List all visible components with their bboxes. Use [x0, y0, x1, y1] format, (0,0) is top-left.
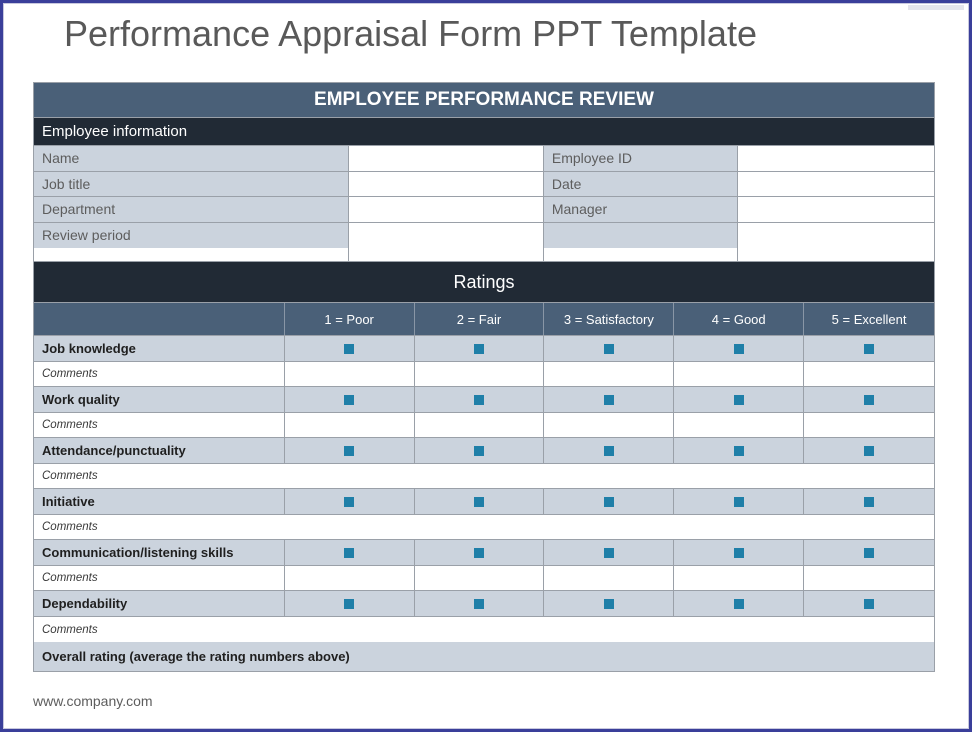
spacer-cell: [34, 248, 349, 261]
comment-field[interactable]: [674, 362, 804, 386]
rating-scale-label: 5 = Excellent: [831, 311, 907, 327]
comment-row: [34, 464, 934, 489]
info-label: Department: [34, 197, 349, 222]
info-row: [34, 197, 934, 223]
info-value-field[interactable]: [738, 197, 934, 222]
rating-option[interactable]: [804, 336, 934, 361]
comment-field[interactable]: [544, 413, 674, 437]
comment-field[interactable]: [544, 566, 674, 590]
info-value-field[interactable]: [738, 146, 934, 171]
spacer-cell: [544, 248, 739, 261]
rating-option[interactable]: [674, 336, 804, 361]
comment-field[interactable]: [285, 362, 415, 386]
square-marker-icon: [344, 497, 354, 507]
criterion-row: [34, 591, 934, 617]
comment-field[interactable]: [285, 566, 415, 590]
scale-corner-cell: [34, 303, 285, 335]
info-label: Manager: [544, 197, 739, 222]
info-value-field[interactable]: [738, 223, 934, 249]
criterion-row: [34, 387, 934, 413]
comment-field[interactable]: [415, 413, 545, 437]
rating-option[interactable]: [285, 540, 415, 565]
rating-option[interactable]: [674, 591, 804, 616]
info-spacer-row: [34, 248, 934, 262]
rating-scale-label: 3 = Satisfactory: [544, 303, 674, 335]
rating-option[interactable]: [804, 540, 934, 565]
square-marker-icon: [864, 344, 874, 354]
rating-option[interactable]: [674, 438, 804, 463]
rating-option[interactable]: [285, 438, 415, 463]
rating-option[interactable]: [544, 438, 674, 463]
comment-field[interactable]: [804, 362, 934, 386]
info-value-field[interactable]: [349, 197, 544, 222]
square-marker-icon: [864, 548, 874, 558]
rating-option[interactable]: [674, 489, 804, 514]
comment-field[interactable]: [544, 362, 674, 386]
rating-option[interactable]: [804, 438, 934, 463]
square-marker-icon: [474, 344, 484, 354]
comment-row: [34, 413, 934, 438]
info-label: [544, 223, 739, 249]
comments-label: Comments: [34, 566, 285, 590]
rating-option[interactable]: [544, 387, 674, 412]
rating-option[interactable]: [544, 489, 674, 514]
comment-field[interactable]: [415, 362, 545, 386]
square-marker-icon: [734, 446, 744, 456]
info-label: Name: [34, 146, 349, 171]
square-marker-icon: [474, 548, 484, 558]
square-marker-icon: [474, 446, 484, 456]
rating-option[interactable]: [415, 438, 545, 463]
criterion-row: [34, 540, 934, 566]
overall-rating-row: [34, 642, 934, 671]
square-marker-icon: [604, 497, 614, 507]
comment-row: [34, 362, 934, 387]
info-label: Date: [544, 172, 739, 197]
square-marker-icon: [734, 344, 744, 354]
rating-option[interactable]: [804, 387, 934, 412]
comments-label[interactable]: Comments: [42, 521, 98, 533]
square-marker-icon: [864, 446, 874, 456]
comments-label: Comments: [34, 362, 285, 386]
info-label: Job title: [34, 172, 349, 197]
form-heading: EMPLOYEE PERFORMANCE REVIEW: [34, 83, 934, 117]
rating-option[interactable]: [415, 591, 545, 616]
rating-option[interactable]: [285, 591, 415, 616]
square-marker-icon: [864, 395, 874, 405]
section-ratings-row: [34, 262, 934, 303]
square-marker-icon: [734, 497, 744, 507]
rating-option[interactable]: [285, 336, 415, 361]
comments-label[interactable]: Comments: [42, 470, 98, 482]
info-value-field[interactable]: [738, 172, 934, 197]
form-heading-row: [34, 83, 934, 118]
performance-review-form: [33, 82, 935, 672]
comment-field[interactable]: [674, 413, 804, 437]
rating-option[interactable]: [804, 591, 934, 616]
comment-field[interactable]: [285, 413, 415, 437]
criterion-name: Communication/listening skills: [34, 540, 285, 565]
square-marker-icon: [604, 344, 614, 354]
rating-option[interactable]: [544, 591, 674, 616]
section-info-row: [34, 118, 934, 146]
info-row: [34, 146, 934, 172]
page-title: Performance Appraisal Form PPT Template: [64, 13, 757, 54]
square-marker-icon: [344, 548, 354, 558]
rating-option[interactable]: [804, 489, 934, 514]
square-marker-icon: [474, 395, 484, 405]
criterion-name: Attendance/punctuality: [34, 438, 285, 463]
comment-row: [34, 617, 934, 642]
square-marker-icon: [604, 446, 614, 456]
comment-row: [34, 566, 934, 591]
rating-option[interactable]: [415, 489, 545, 514]
info-value-field[interactable]: [349, 223, 544, 249]
criterion-name: Initiative: [34, 489, 285, 514]
square-marker-icon: [604, 395, 614, 405]
criterion-name: Dependability: [34, 591, 285, 616]
info-row: [34, 223, 934, 249]
rating-option[interactable]: [415, 540, 545, 565]
square-marker-icon: [734, 395, 744, 405]
rating-option[interactable]: [285, 489, 415, 514]
section-ratings: Ratings: [34, 262, 934, 302]
comments-label[interactable]: Comments: [42, 623, 98, 636]
spacer-cell: [738, 248, 934, 261]
rating-option[interactable]: [674, 540, 804, 565]
square-marker-icon: [344, 599, 354, 609]
rating-scale-row: [34, 303, 934, 336]
criterion-name: Job knowledge: [34, 336, 285, 361]
rating-option[interactable]: [544, 336, 674, 361]
criterion-row: [34, 336, 934, 362]
rating-scale-label: 2 = Fair: [415, 303, 545, 335]
square-marker-icon: [474, 497, 484, 507]
rating-option[interactable]: [415, 336, 545, 361]
comment-field[interactable]: [804, 566, 934, 590]
square-marker-icon: [604, 599, 614, 609]
square-marker-icon: [344, 344, 354, 354]
overall-rating-label: Overall rating (average the rating numbers above): [42, 649, 350, 664]
comments-label: Comments: [34, 413, 285, 437]
square-marker-icon: [604, 548, 614, 558]
info-label: Employee ID: [544, 146, 739, 171]
square-marker-icon: [344, 446, 354, 456]
square-marker-icon: [734, 548, 744, 558]
rating-option[interactable]: [285, 387, 415, 412]
comment-field[interactable]: [674, 566, 804, 590]
criterion-name: Work quality: [34, 387, 285, 412]
rating-option[interactable]: [674, 387, 804, 412]
rating-scale-label: 1 = Poor: [285, 303, 415, 335]
comment-field[interactable]: [804, 413, 934, 437]
info-row: [34, 172, 934, 198]
info-value-field[interactable]: [349, 172, 544, 197]
footer-url: www.company.com: [33, 693, 153, 709]
info-label: Review period: [34, 223, 349, 249]
square-marker-icon: [864, 599, 874, 609]
corner-mark: [908, 5, 964, 10]
rating-option[interactable]: [415, 387, 545, 412]
rating-option[interactable]: [544, 540, 674, 565]
rating-scale-label: 4 = Good: [674, 303, 804, 335]
square-marker-icon: [734, 599, 744, 609]
criterion-row: [34, 438, 934, 464]
info-value-field[interactable]: [349, 146, 544, 171]
comment-row: [34, 515, 934, 540]
spacer-cell: [349, 248, 544, 261]
square-marker-icon: [864, 497, 874, 507]
comment-field[interactable]: [415, 566, 545, 590]
criterion-row: [34, 489, 934, 515]
section-employee-info: Employee information: [34, 118, 934, 145]
square-marker-icon: [344, 395, 354, 405]
square-marker-icon: [474, 599, 484, 609]
